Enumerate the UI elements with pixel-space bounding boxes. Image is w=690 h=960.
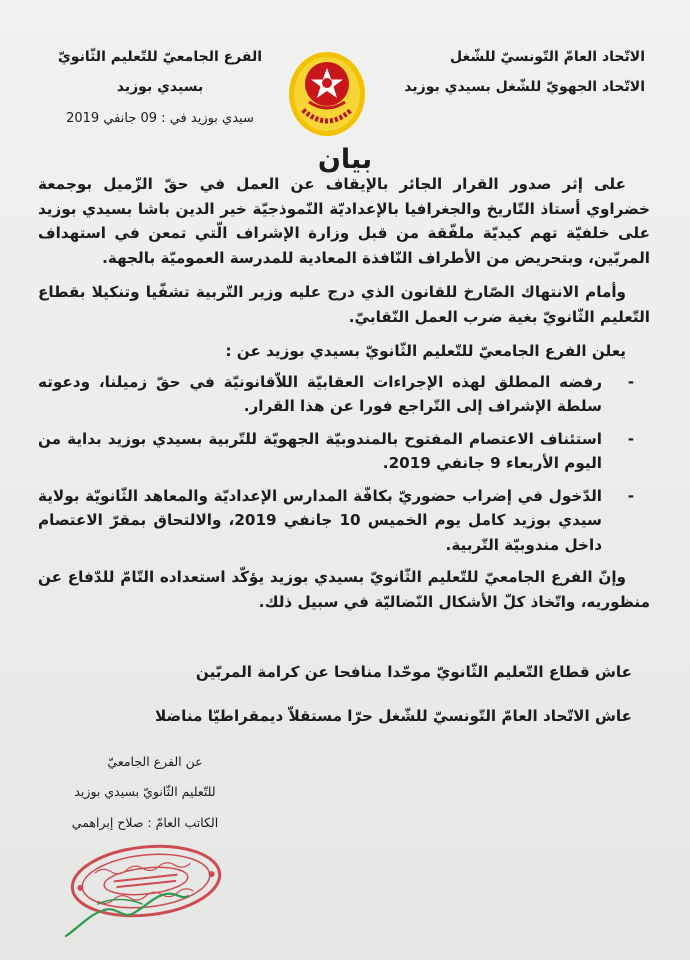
header-organization [385, 42, 645, 102]
document-date: سيدي بوزيد في : 09 جانفي 2019 [66, 111, 254, 126]
signature-secretary: الكاتب العامّ : صلاح إبراهمي [71, 815, 219, 830]
list-item [38, 427, 650, 476]
branch-city: بسيدي بوزيد [116, 79, 204, 95]
slogan-sector: عاش قطاع التّعليم الثّانويّ موحّدا منافحا عن كرامة المربّين [195, 663, 632, 681]
header-branch [40, 42, 280, 134]
signature-block [30, 748, 260, 837]
paragraph-context: على إثر صدور القرار الجائر بالإيقاف عن العمل في حقّ الزّميل بوجمعة خضراوي أستاذ التّاريخ والجغرافيا بالإعداديّة النّموذجيّة خير الدين باشا بسيدي بوزيد على خلفيّة تهم كيديّة ملفّقة من قبل وزارة الإشراف الّتي تمعن في استهداف المربّين، وبتحريض من الأطراف النّافذة المعادية للمدرسة العموميّة بالجهة. [38, 175, 650, 267]
list-dash: - [627, 429, 634, 448]
paragraph-violation: وأمام الانتهاك الصّارخ للقانون الذي درج عليه وزير التّربية تشفّيا وتنكيلا بقطاع التّعليم الثّانويّ بغية ضرب العمل النّقابيّ. [38, 283, 650, 326]
branch-name: الفرع الجامعيّ للتّعليم الثّانويّ [57, 49, 263, 65]
list-item [38, 370, 650, 419]
signature-scribble-icon [58, 884, 198, 944]
document-title: بيان [317, 144, 373, 175]
list-dash: - [627, 372, 634, 391]
slogan-union: عاش الاتّحاد العامّ التّونسيّ للشّغل حرّا مستقلاّ ديمقراطيّا مناضلا [154, 707, 632, 725]
paragraph-closing: وإنّ الفرع الجامعيّ للتّعليم الثّانويّ بسيدي بوزيد يؤكّد استعداده التّامّ للدّفاع عن منظوريه، واتّخاذ كلّ الأشكال النّضاليّة في سبيل ذلك. [38, 568, 650, 611]
regional-union-name: الاتّحاد الجهويّ للشّغل بسيدي بوزيد [404, 79, 645, 95]
org-name: الاتّحاد العامّ التّونسيّ للشّغل [450, 49, 645, 65]
statement-body [38, 172, 650, 624]
list-item-text: استئناف الاعتصام المفتوح بالمندوبيّة الجهويّة للتّربية بسيدي بوزيد بداية من اليوم الأربعاء 9 جانفي 2019. [38, 429, 602, 472]
ugtt-emblem-icon [287, 50, 367, 138]
list-item-text: الدّخول في إضراب حضوريّ بكافّة المدارس الإعداديّة والمعاهد الثّانويّة بولاية سيدي بوزيد كامل يوم الخميس 10 جانفي 2019، والالتحاق بمقرّ الاعتصام داخل مندوبيّة التّربية. [38, 486, 602, 554]
demands-list [38, 370, 650, 558]
signature-on-behalf: عن الفرع الجامعيّ [107, 754, 203, 769]
list-dash: - [627, 486, 634, 505]
list-item [38, 484, 650, 558]
list-item-text: رفضه المطلق لهذه الإجراءات العقابيّة اللاّقانونيّة في حقّ زميلنا، ودعوته سلطة الإشراف إلى التّراجع فورا عن هذا القرار. [38, 372, 602, 415]
announcement-intro: يعلن الفرع الجامعيّ للتّعليم الثّانويّ بسيدي بوزيد عن : [225, 342, 626, 360]
signature-branch: للتّعليم الثّانويّ بسيدي بوزيد [74, 784, 216, 799]
